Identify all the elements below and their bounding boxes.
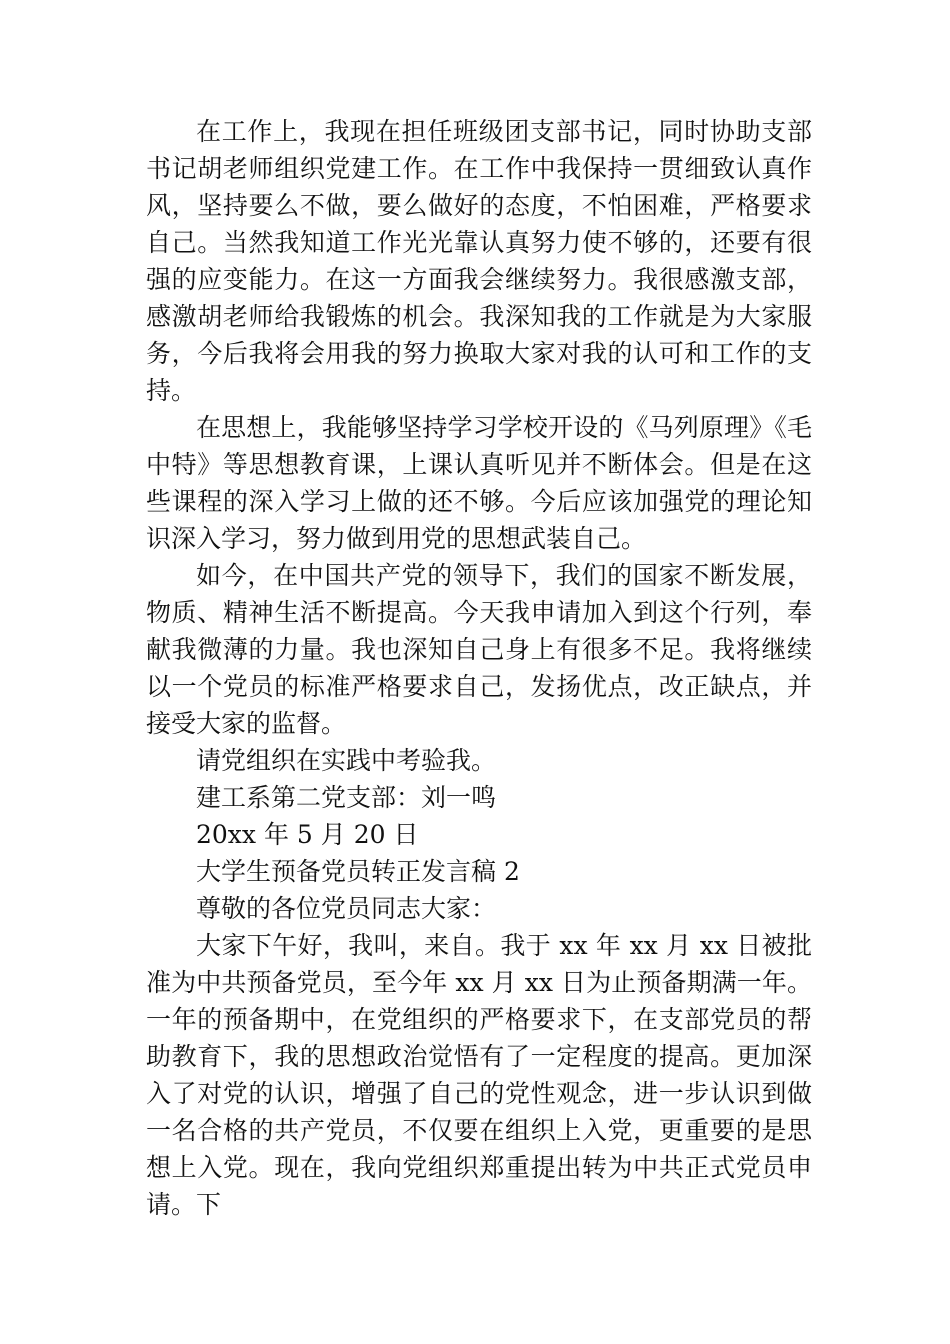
paragraph-work: 在工作上，我现在担任班级团支部书记，同时协助支部书记胡老师组织党建工作。在工作中我保持一贯细致认真作风，坚持要么不做，要么做好的态度，不怕困难，严格要求自己。当然我知道工作光光靠认真努力使不够的，还要有很强的应变能力。在这一方面我会继续努力。我很感激支部，感激胡老师给我锻炼的机会。我深知我的工作就是为大家服务，今后我将会用我的努力换取大家对我的认可和工作的支持。	[146, 117, 812, 405]
closing-line: 请党组织在实践中考验我。	[196, 746, 497, 775]
document-page	[146, 113, 812, 1223]
date-line: 20xx 年 5 月 20 日	[196, 820, 419, 849]
paragraph-speech: 大家下午好，我叫，来自。我于 xx 年 xx 月 xx 日被批准为中共预备党员，至今年 xx 月 xx 日为止预备期满一年。一年的预备期中，在党组织的严格要求下，在支部党员的帮助教育下，我的思想政治觉悟有了一定程度的提高。更加深入了对党的认识，增强了自己的党性观念，进一步认识到做一名合格的共产党员，不仅要在组织上入党，更重要的是思想上入党。现在，我向党组织郑重提出转为中共正式党员申请。下	[146, 931, 812, 1219]
paragraph-thought: 在思想上，我能够坚持学习学校开设的《马列原理》《毛中特》等思想教育课，上课认真听见并不断体会。但是在这些课程的深入学习上做的还不够。今后应该加强党的理论知识深入学习，努力做到用党的思想武装自己。	[146, 413, 812, 553]
signature-line: 建工系第二党支部：刘一鸣	[196, 783, 497, 812]
section-title: 大学生预备党员转正发言稿 2	[196, 857, 520, 886]
salutation-line: 尊敬的各位党员同志大家：	[196, 894, 497, 923]
paragraph-present: 如今，在中国共产党的领导下，我们的国家不断发展，物质、精神生活不断提高。今天我申请加入到这个行列，奉献我微薄的力量。我也深知自己身上有很多不足。我将继续以一个党员的标准严格要求自己，发扬优点，改正缺点，并接受大家的监督。	[146, 561, 812, 738]
